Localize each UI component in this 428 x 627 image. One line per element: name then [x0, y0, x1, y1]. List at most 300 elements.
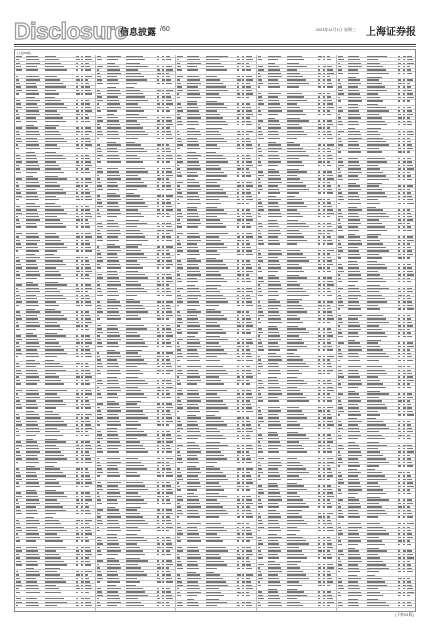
- table-cell: [26, 591, 44, 597]
- table-cell: [367, 178, 397, 184]
- table-row: [257, 243, 337, 250]
- table-row: [96, 318, 176, 325]
- table-row: [176, 383, 256, 390]
- table-cell: [126, 215, 156, 221]
- table-cell: [338, 308, 347, 311]
- table-cell: [177, 226, 186, 229]
- table-cell: [206, 594, 236, 600]
- table-row: [337, 437, 416, 444]
- table-row: [337, 178, 416, 185]
- table-cell: [85, 407, 95, 410]
- table-cell: [26, 407, 44, 413]
- table-cell: [45, 383, 75, 389]
- table-cell: [107, 372, 125, 378]
- table-cell: [367, 151, 397, 157]
- table-row: [176, 489, 256, 496]
- table-cell: [45, 93, 75, 99]
- table-cell: [268, 294, 286, 300]
- table-row: [96, 372, 176, 379]
- table-row: [337, 594, 416, 601]
- table-cell: [97, 267, 106, 270]
- table-cell: [367, 437, 397, 443]
- table-cell: [287, 137, 317, 143]
- table-row: [96, 424, 176, 431]
- table-cell: [26, 434, 44, 440]
- table-cell: [187, 253, 205, 259]
- table-row: [15, 604, 95, 607]
- table-row: [176, 147, 256, 154]
- table-cell: [338, 492, 347, 495]
- table-cell: [407, 257, 416, 260]
- table-cell: [126, 137, 156, 143]
- table-cell: [45, 512, 75, 518]
- table-cell: [287, 192, 317, 198]
- table-cell: [126, 475, 156, 481]
- table-row: [337, 229, 416, 236]
- table-cell: [45, 198, 75, 204]
- table-row: [96, 581, 176, 588]
- table-cell: [287, 584, 317, 590]
- table-cell: [268, 529, 286, 535]
- table-cell: [338, 123, 347, 126]
- table-row: [15, 434, 95, 441]
- table-cell: [268, 192, 286, 198]
- table-cell: [348, 437, 366, 443]
- table-cell: [268, 113, 286, 119]
- table-row: [337, 604, 416, 607]
- table-cell: [268, 557, 286, 563]
- table-row: [257, 215, 337, 222]
- table-cell: [348, 280, 366, 286]
- table-cell: [85, 93, 95, 96]
- table-row: [15, 461, 95, 468]
- table-cell: [187, 175, 205, 181]
- table-row: [257, 584, 337, 591]
- table-cell: [287, 400, 317, 406]
- table-cell: [367, 604, 397, 607]
- table-row: [176, 332, 256, 339]
- table-cell: [107, 188, 125, 194]
- table-cell: [187, 226, 205, 232]
- table-cell: [338, 257, 347, 260]
- table-cell: [258, 557, 267, 560]
- table-row: [176, 359, 256, 366]
- table-cell: [407, 178, 416, 181]
- table-cell: [97, 110, 106, 113]
- table-cell: [126, 502, 156, 508]
- table-cell: [258, 427, 267, 430]
- table-cell: [85, 461, 95, 464]
- table-cell: [206, 280, 236, 286]
- table-cell: [107, 294, 125, 300]
- table-cell: [338, 280, 347, 283]
- table-cell: [126, 581, 156, 587]
- table-cell: [107, 215, 125, 221]
- table-cell: [187, 383, 205, 389]
- table-cell: [367, 123, 397, 129]
- table-cell: [206, 461, 236, 467]
- table-cell: [268, 349, 286, 355]
- table-cell: [97, 475, 106, 478]
- table-cell: [258, 529, 267, 532]
- table-cell: [407, 386, 416, 389]
- table-row: [15, 277, 95, 284]
- table-row: [96, 215, 176, 222]
- table-cell: [45, 604, 75, 607]
- table-cell: [287, 321, 317, 327]
- table-cell: [338, 100, 347, 103]
- table-cell: [107, 318, 125, 324]
- table-cell: [177, 383, 186, 386]
- table-cell: [97, 239, 106, 242]
- table-row: [337, 516, 416, 523]
- table-row: [257, 58, 337, 65]
- table-cell: [45, 277, 75, 283]
- table-cell: [16, 461, 25, 464]
- table-row: [96, 110, 176, 117]
- table-row: [96, 239, 176, 246]
- table-cell: [407, 151, 416, 154]
- table-cell: [45, 69, 75, 75]
- table-row: [176, 410, 256, 417]
- table-row: [15, 120, 95, 127]
- table-cell: [16, 604, 25, 607]
- table-cell: [367, 359, 397, 365]
- table-cell: [45, 564, 75, 570]
- table-cell: [367, 72, 397, 78]
- table-cell: [177, 96, 186, 99]
- table-cell: [45, 147, 75, 153]
- table-cell: [126, 451, 156, 457]
- newspaper-logo: 上海证券报: [366, 27, 416, 38]
- table-cell: [177, 359, 186, 362]
- table-cell: [268, 604, 286, 607]
- table-row: [15, 226, 95, 233]
- table-column-2: [95, 55, 176, 611]
- table-row: [96, 396, 176, 403]
- table-cell: [187, 594, 205, 600]
- table-cell: [126, 161, 156, 167]
- table-cell: [177, 540, 186, 543]
- disclosure-title: Disclosure: [14, 18, 127, 44]
- table-cell: [206, 304, 236, 310]
- table-cell: [107, 345, 125, 351]
- table-cell: [85, 277, 95, 280]
- table-row: [15, 93, 95, 100]
- table-row: [176, 461, 256, 468]
- table-row: [96, 161, 176, 168]
- table-cell: [258, 270, 267, 273]
- table-row: [96, 475, 176, 482]
- table-cell: [258, 478, 267, 481]
- table-row: [257, 321, 337, 328]
- table-cell: [107, 424, 125, 430]
- table-cell: [287, 349, 317, 355]
- table-cell: [177, 253, 186, 256]
- table-cell: [348, 335, 366, 341]
- table-row: [15, 591, 95, 598]
- table-cell: [258, 321, 267, 324]
- table-cell: [206, 202, 236, 208]
- table-row: [96, 188, 176, 195]
- table-cell: [367, 492, 397, 498]
- table-cell: [107, 396, 125, 402]
- table-cell: [126, 424, 156, 430]
- table-row: [96, 553, 176, 560]
- table-cell: [26, 604, 44, 607]
- table-cell: [177, 280, 186, 283]
- table-row: [337, 151, 416, 158]
- table-row: [257, 529, 337, 536]
- table-cell: [268, 584, 286, 590]
- table-cell: [287, 215, 317, 221]
- table-cell: [367, 594, 397, 600]
- table-cell: [45, 226, 75, 232]
- table-cell: [338, 543, 347, 546]
- table-row: [257, 478, 337, 485]
- table-cell: [97, 553, 106, 556]
- table-cell: [407, 604, 416, 607]
- table-cell: [107, 553, 125, 559]
- table-cell: [258, 604, 267, 607]
- table-row: [257, 113, 337, 120]
- table-row: [15, 485, 95, 492]
- table-cell: [16, 434, 25, 437]
- table-cell: [367, 308, 397, 314]
- table-row: [15, 250, 95, 257]
- table-cell: [45, 485, 75, 491]
- table-cell: [16, 171, 25, 174]
- table-cell: [338, 229, 347, 232]
- table-row: [176, 604, 256, 607]
- table-cell: [348, 151, 366, 157]
- table-cell: [407, 280, 416, 283]
- table-cell: [187, 567, 205, 573]
- table-cell: [407, 100, 416, 103]
- table-cell: [26, 147, 44, 153]
- table-cell: [97, 318, 106, 321]
- table-cell: [85, 604, 95, 607]
- table-cell: [206, 516, 236, 522]
- table-cell: [85, 564, 95, 567]
- table-cell: [16, 564, 25, 567]
- table-column-4: [256, 55, 337, 611]
- table-cell: [85, 250, 95, 253]
- table-row: [257, 164, 337, 171]
- table-cell: [107, 137, 125, 143]
- dateline: 2023年11月1日 星期三: [315, 27, 356, 32]
- table-cell: [26, 93, 44, 99]
- table-cell: [287, 164, 317, 170]
- table-cell: [206, 226, 236, 232]
- table-column-1: [15, 55, 95, 611]
- table-cell: [287, 294, 317, 300]
- table-cell: [287, 427, 317, 433]
- table-row: [337, 280, 416, 287]
- table-cell: [177, 69, 186, 72]
- table-cell: [126, 294, 156, 300]
- table-row: [257, 349, 337, 356]
- table-cell: [26, 328, 44, 334]
- table-row: [257, 372, 337, 379]
- table-cell: [16, 277, 25, 280]
- table-cell: [407, 335, 416, 338]
- table-cell: [258, 584, 267, 587]
- table-row: [176, 516, 256, 523]
- table-cell: [16, 407, 25, 410]
- table-cell: [45, 407, 75, 413]
- table-cell: [268, 164, 286, 170]
- table-cell: [268, 58, 286, 64]
- table-cell: [258, 86, 267, 89]
- table-cell: [16, 591, 25, 594]
- table-cell: [268, 478, 286, 484]
- table-cell: [407, 492, 416, 495]
- table-cell: [187, 304, 205, 310]
- table-row: [257, 86, 337, 93]
- table-cell: [16, 69, 25, 72]
- table-cell: [97, 58, 106, 61]
- masthead-rule-thin: [14, 46, 416, 47]
- continued-to-tag: (下转61版): [394, 612, 414, 617]
- table-cell: [348, 257, 366, 263]
- table-cell: [97, 215, 106, 218]
- table-row: [15, 407, 95, 414]
- table-cell: [45, 461, 75, 467]
- table-cell: [126, 529, 156, 535]
- table-cell: [107, 161, 125, 167]
- table-row: [176, 123, 256, 130]
- table-row: [337, 492, 416, 499]
- table-cell: [16, 540, 25, 543]
- table-cell: [407, 229, 416, 232]
- table-cell: [367, 229, 397, 235]
- table-cell: [45, 434, 75, 440]
- table-row: [15, 171, 95, 178]
- table-row: [257, 427, 337, 434]
- table-cell: [206, 540, 236, 546]
- table-cell: [16, 485, 25, 488]
- table-cell: [206, 604, 236, 607]
- table-row: [337, 72, 416, 79]
- table-cell: [268, 451, 286, 457]
- table-cell: [177, 437, 186, 440]
- table-cell: [126, 267, 156, 273]
- table-cell: [348, 72, 366, 78]
- table-row: [337, 359, 416, 366]
- table-cell: [268, 215, 286, 221]
- table-row: [176, 96, 256, 103]
- table-cell: [268, 86, 286, 92]
- table-cell: [258, 113, 267, 116]
- table-row: [15, 328, 95, 335]
- table-cell: [258, 400, 267, 403]
- table-cell: [177, 604, 186, 607]
- table-row: [257, 604, 337, 607]
- table-cell: [126, 58, 156, 64]
- table-row: [96, 58, 176, 65]
- table-cell: [338, 516, 347, 519]
- table-row: [15, 304, 95, 311]
- table-row: [337, 414, 416, 421]
- table-cell: [126, 110, 156, 116]
- table-cell: [206, 437, 236, 443]
- table-cell: [287, 604, 317, 607]
- table-cell: [16, 198, 25, 201]
- table-cell: [26, 171, 44, 177]
- table-cell: [16, 93, 25, 96]
- table-cell: [206, 567, 236, 573]
- table-row: [257, 557, 337, 564]
- table-cell: [26, 304, 44, 310]
- table-cell: [16, 147, 25, 150]
- table-cell: [258, 192, 267, 195]
- table-cell: [348, 359, 366, 365]
- table-cell: [187, 96, 205, 102]
- table-cell: [107, 529, 125, 535]
- table-cell: [85, 226, 95, 229]
- table-cell: [97, 372, 106, 375]
- table-cell: [97, 345, 106, 348]
- table-cell: [287, 243, 317, 249]
- table-cell: [26, 540, 44, 546]
- table-cell: [85, 198, 95, 201]
- table-cell: [85, 120, 95, 123]
- table-cell: [348, 414, 366, 420]
- table-row: [176, 567, 256, 574]
- table-cell: [258, 164, 267, 167]
- table-cell: [407, 570, 416, 573]
- table-row: [15, 355, 95, 362]
- table-cell: [338, 178, 347, 181]
- table-cell: [187, 604, 205, 607]
- table-cell: [348, 492, 366, 498]
- table-cell: [206, 253, 236, 259]
- table-cell: [338, 202, 347, 205]
- table-cell: [107, 82, 125, 88]
- table-cell: [407, 72, 416, 75]
- table-cell: [407, 465, 416, 468]
- masthead-rule: [14, 44, 416, 45]
- table-cell: [187, 437, 205, 443]
- table-cell: [258, 137, 267, 140]
- table-cell: [258, 506, 267, 509]
- table-cell: [45, 250, 75, 256]
- table-row: [337, 465, 416, 472]
- table-cell: [338, 414, 347, 417]
- table-cell: [45, 591, 75, 597]
- table-row: [176, 202, 256, 209]
- table-cell: [258, 294, 267, 297]
- table-cell: [367, 386, 397, 392]
- table-cell: [97, 502, 106, 505]
- table-cell: [187, 147, 205, 153]
- table-row: [257, 137, 337, 144]
- table-row: [337, 308, 416, 315]
- table-cell: [85, 304, 95, 307]
- table-cell: [338, 386, 347, 389]
- table-cell: [97, 82, 106, 85]
- table-cell: [85, 540, 95, 543]
- table-row: [337, 123, 416, 130]
- table-cell: [338, 72, 347, 75]
- table-cell: [338, 594, 347, 597]
- table-cell: [85, 434, 95, 437]
- table-row: [96, 451, 176, 458]
- table-cell: [268, 321, 286, 327]
- table-cell: [107, 581, 125, 587]
- table-row: [15, 198, 95, 205]
